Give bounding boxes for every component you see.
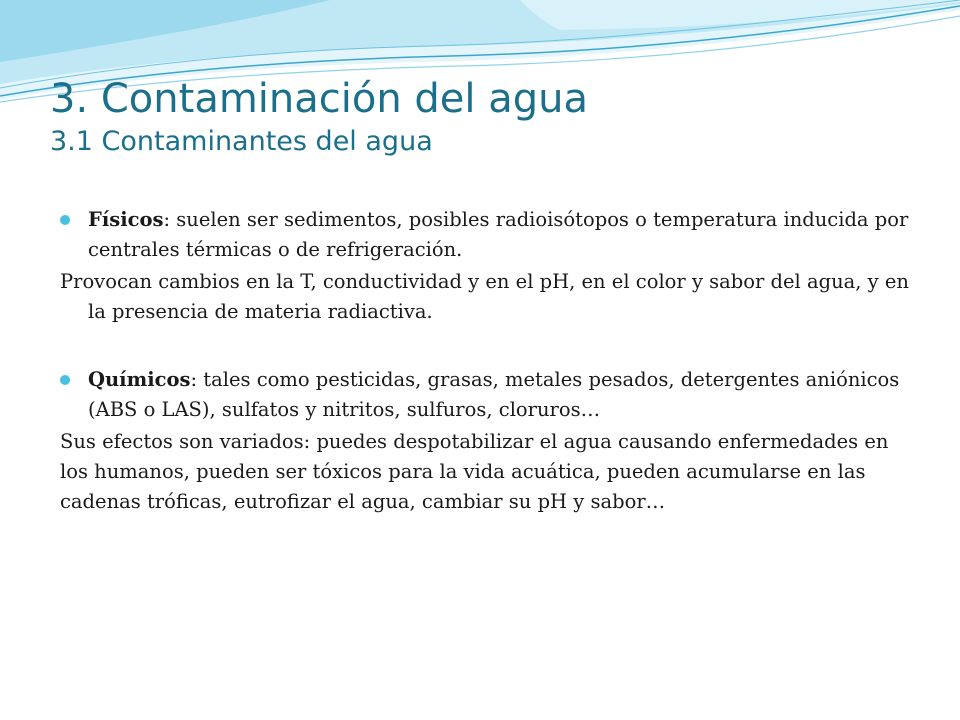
paragraph-fisicos-effects: Provocan cambios en la T, conductividad y en el pH, en el color y sabor del agua, y en la presencia de materia radiactiva. bbox=[60, 270, 909, 323]
bullet-quimicos bbox=[60, 365, 920, 425]
bullet-dot-icon bbox=[60, 375, 70, 385]
slide-title bbox=[50, 76, 930, 157]
text-fisicos: : suelen ser sedimentos, posibles radioisótopos o temperatura inducida por centrales térmicas o de refrigeración. bbox=[88, 208, 909, 261]
text-quimicos: : tales como pesticidas, grasas, metales pesados, detergentes aniónicos (ABS o LAS), sulfatos y nitritos, sulfuros, cloruros… bbox=[88, 368, 900, 421]
title-main: 3. Contaminación del agua bbox=[50, 76, 589, 122]
term-quimicos: Químicos bbox=[88, 368, 191, 391]
term-fisicos: Físicos bbox=[88, 208, 164, 231]
title-subtitle: 3.1 Contaminantes del agua bbox=[50, 126, 433, 157]
slide-body bbox=[60, 205, 920, 517]
bullet-fisicos bbox=[60, 205, 920, 265]
bullet-dot-icon bbox=[60, 215, 70, 225]
paragraph-quimicos-effects: Sus efectos son variados: puedes despotabilizar el agua causando enfermedades en los humanos, pueden ser tóxicos para la vida acuática, pueden acumularse en las cadenas tróficas, eutrofizar el agua, cambiar su pH y sabor… bbox=[60, 430, 889, 513]
